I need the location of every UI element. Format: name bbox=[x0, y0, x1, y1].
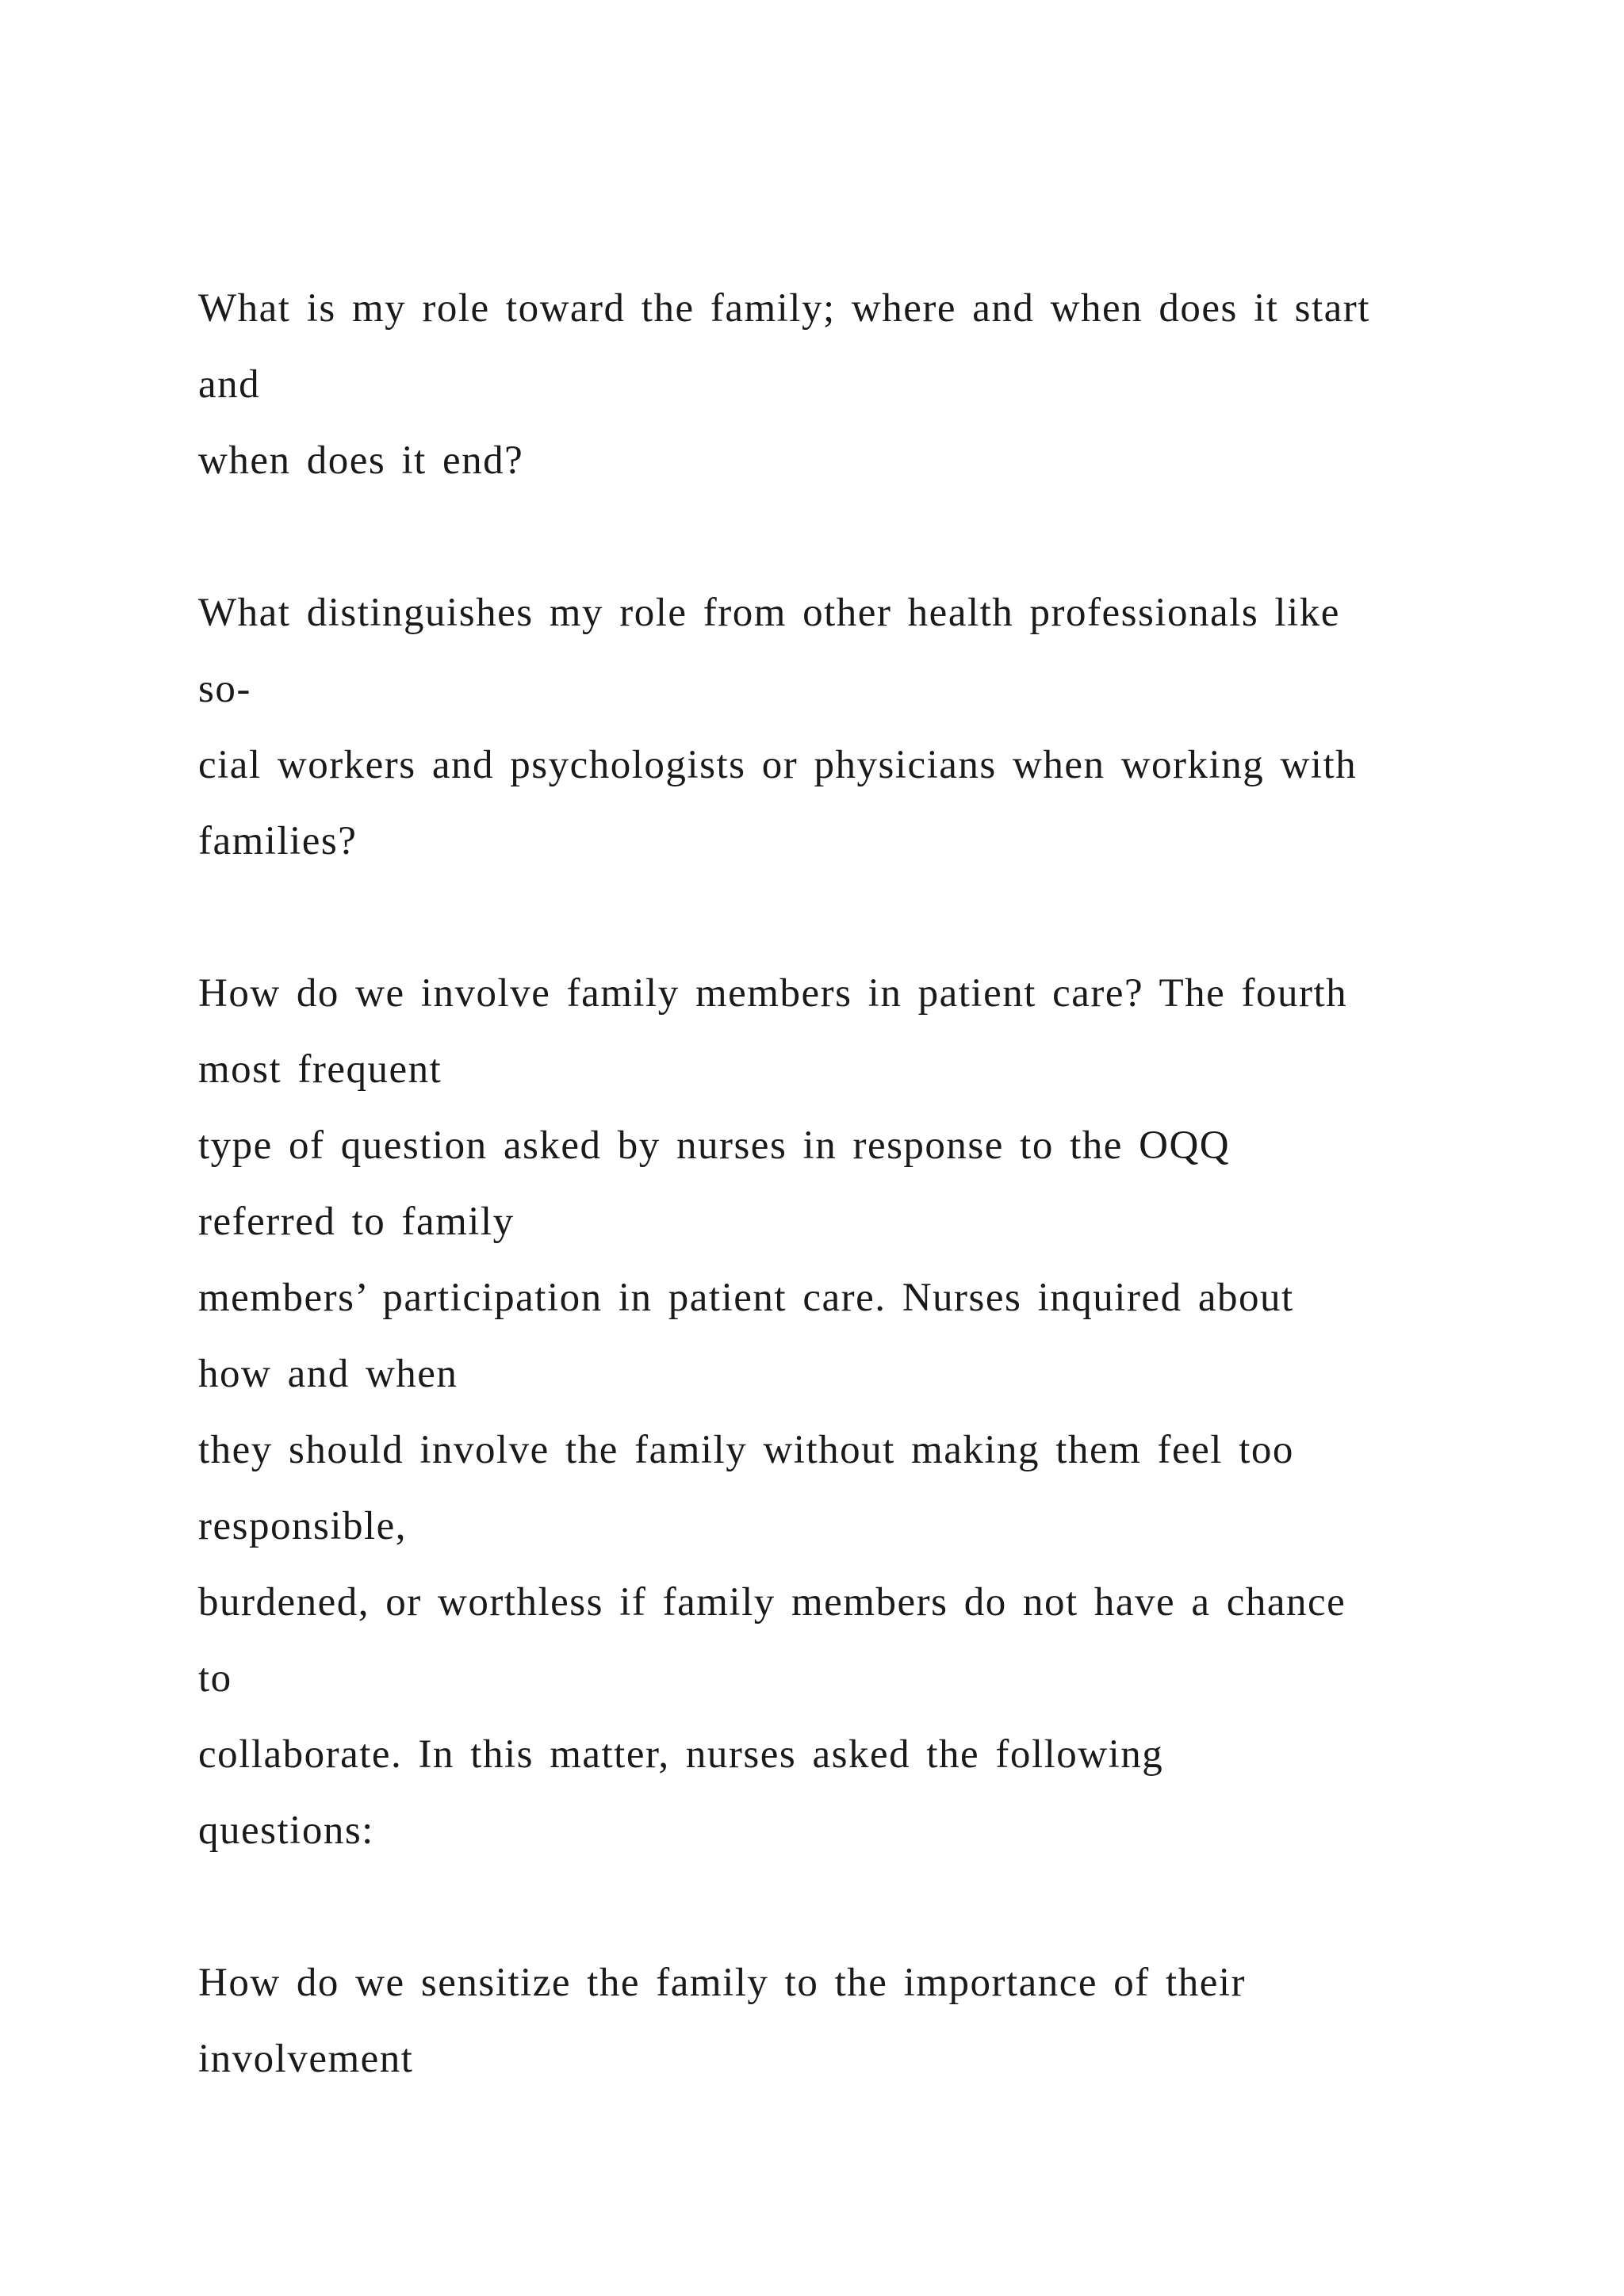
text-line: questions: bbox=[198, 1808, 374, 1853]
text-line: burdened, or worthless if family members do not have a chance bbox=[198, 1580, 1346, 1624]
text-line: members’ participation in patient care. Nurses inquired about bbox=[198, 1276, 1294, 1320]
text-line: involvement bbox=[198, 2037, 414, 2081]
text-line: most frequent bbox=[198, 1047, 442, 1092]
text-line: when does it end? bbox=[198, 438, 524, 483]
text-line: responsible, bbox=[198, 1504, 408, 1548]
text-line: What is my role toward the family; where and when does it start bbox=[198, 286, 1370, 331]
paragraph-gap bbox=[198, 499, 1546, 575]
paragraph-gap bbox=[198, 1869, 1546, 1945]
text-line: How do we sensitize the family to the importance of their bbox=[198, 1961, 1246, 2005]
text-line: How do we involve family members in patient care? The fourth bbox=[198, 971, 1348, 1016]
text-line: to bbox=[198, 1656, 232, 1701]
text-line: type of question asked by nurses in response to the OQQ bbox=[198, 1123, 1231, 1168]
text-line: so- bbox=[198, 667, 251, 711]
text-line: and bbox=[198, 362, 261, 407]
text-line: families? bbox=[198, 819, 358, 863]
document-body bbox=[198, 270, 1546, 2097]
text-line: What distinguishes my role from other health professionals like bbox=[198, 591, 1340, 635]
text-line: how and when bbox=[198, 1352, 458, 1396]
text-line: collaborate. In this matter, nurses asked the following bbox=[198, 1732, 1164, 1777]
paragraph-gap bbox=[198, 879, 1546, 955]
text-line: referred to family bbox=[198, 1200, 515, 1244]
text-line: cial workers and psychologists or physicians when working with bbox=[198, 743, 1358, 787]
text-line: they should involve the family without making them feel too bbox=[198, 1428, 1294, 1472]
